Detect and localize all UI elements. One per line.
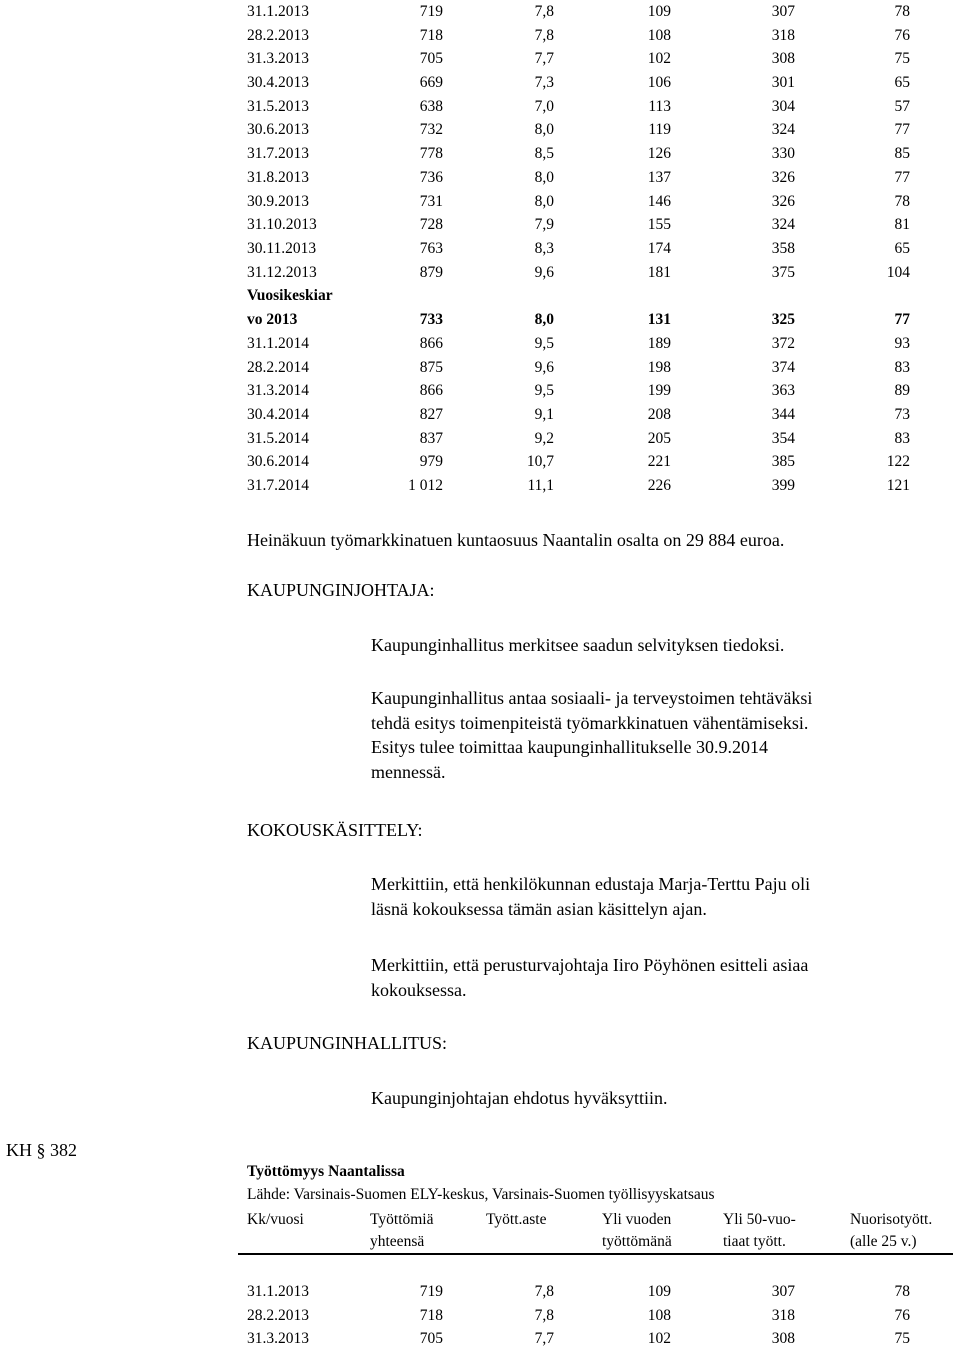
table-cell: 875 <box>419 358 443 376</box>
table-cell: 205 <box>647 429 671 447</box>
table-cell: 126 <box>647 145 671 163</box>
table-cell: 719 <box>419 3 443 20</box>
table-cell: 122 <box>886 453 910 471</box>
table-cell: 326 <box>771 192 795 210</box>
header-kk-vuosi: Kk/vuosi <box>247 1211 304 1228</box>
table-cell: 109 <box>647 1283 671 1300</box>
table-row <box>247 190 947 214</box>
table-cell: 30.4.2013 <box>247 74 309 92</box>
table-cell: 705 <box>419 1330 443 1348</box>
table-cell: 31.1.2014 <box>247 335 309 352</box>
table-cell: 705 <box>419 50 443 68</box>
table-cell: 7,8 <box>534 3 554 20</box>
table-row <box>247 450 947 474</box>
table-cell: 7,8 <box>534 1306 554 1324</box>
table-cell: 28.2.2013 <box>247 26 309 44</box>
kh-section-number: KH § 382 <box>6 1140 77 1160</box>
table-row <box>247 166 947 190</box>
table-cell: 31.3.2014 <box>247 382 309 400</box>
table-cell: 1 012 <box>408 477 443 495</box>
table-cell: 326 <box>771 168 795 186</box>
table-cell: 108 <box>647 26 671 44</box>
table-row <box>247 24 947 48</box>
kaupunginhallitus-heading: KAUPUNGINHALLITUS: <box>247 1033 447 1053</box>
table-cell: 83 <box>894 358 910 376</box>
table-cell: 76 <box>894 26 910 44</box>
table-cell: 7,7 <box>534 50 554 68</box>
table-row <box>247 332 947 356</box>
table-cell: 104 <box>886 263 910 281</box>
table-row <box>247 356 947 380</box>
table-cell: 155 <box>647 216 671 234</box>
table-cell: 76 <box>894 1306 910 1324</box>
table-cell: 65 <box>894 74 910 92</box>
table-cell: 718 <box>419 26 443 44</box>
header-tyottomia: Työttömiä yhteensä <box>370 1211 434 1250</box>
table-cell: 318 <box>771 26 795 44</box>
kaupunginjohtaja-heading: KAUPUNGINJOHTAJA: <box>247 580 435 600</box>
table-cell: 146 <box>647 192 671 210</box>
table-cell: 399 <box>771 477 795 495</box>
table-cell: 208 <box>647 406 671 424</box>
table-cell: 31.1.2013 <box>247 3 309 20</box>
table-cell: 181 <box>647 263 671 281</box>
second-table-body <box>247 1280 947 1351</box>
table-cell: 778 <box>419 145 443 163</box>
table-cell: 8,0 <box>534 121 554 139</box>
table-cell: 31.7.2014 <box>247 477 309 495</box>
table-cell: 385 <box>771 453 795 471</box>
table-cell: 866 <box>419 335 443 352</box>
table-cell: 121 <box>886 477 910 495</box>
table-cell: 78 <box>894 192 910 210</box>
table-cell: 307 <box>771 3 795 20</box>
table-row <box>247 0 947 24</box>
unemployment-table-continued <box>247 0 947 284</box>
table-cell: 102 <box>647 50 671 68</box>
table-cell: 763 <box>419 239 443 257</box>
table-row <box>247 379 947 403</box>
table-row <box>247 213 947 237</box>
table-cell: 77 <box>894 168 910 186</box>
table-cell: 308 <box>771 1330 795 1348</box>
table-cell: 9,5 <box>534 335 554 352</box>
header-yli-vuoden: Yli vuoden työttömänä <box>602 1211 672 1250</box>
table-row <box>247 261 947 285</box>
table-cell: 10,7 <box>526 453 554 471</box>
table-cell: 837 <box>419 429 443 447</box>
table-cell: 344 <box>771 406 795 424</box>
table-row: vo 2013 733 8,0 131 325 77 <box>247 311 910 328</box>
table-cell: 7,3 <box>534 74 554 92</box>
table-cell: 31.3.2013 <box>247 1330 309 1348</box>
table-cell: 638 <box>419 97 443 115</box>
table-cell: 137 <box>647 168 671 186</box>
kokouskasittely-note-1: Merkittiin, että henkilökunnan edustaja Marja-Terttu Paju oli läsnä kokouksessa tämän asian käsittelyn ajan. <box>371 874 811 919</box>
table-cell: 318 <box>771 1306 795 1324</box>
kaupunginjohtaja-proposal-2: Kaupunginhallitus antaa sosiaali- ja terveystoimen tehtäväksi tehdä esitys toimenpiteistä työmarkkinatuen vähentämiseksi. Esitys tulee toimittaa kaupunginhallitukselle 30.9.2014 mennessä. <box>371 688 813 782</box>
table-cell: 31.8.2013 <box>247 168 309 186</box>
table-cell: 731 <box>419 192 443 210</box>
kaupunginjohtaja-proposal-1: Kaupunginhallitus merkitsee saadun selvityksen tiedoksi. <box>371 635 785 655</box>
second-table-header <box>247 1209 957 1253</box>
kokouskasittely-heading: KOKOUSKÄSITTELY: <box>247 820 423 840</box>
table-cell: 31.7.2013 <box>247 145 309 163</box>
header-tyottaste: Tyött.aste <box>486 1211 547 1228</box>
table-cell: 7,8 <box>534 26 554 44</box>
table-cell: 7,8 <box>534 1283 554 1300</box>
table-cell: 8,5 <box>534 145 554 163</box>
table-cell: 73 <box>894 406 910 424</box>
table-row <box>247 95 947 119</box>
table-cell: 65 <box>894 239 910 257</box>
table-cell: 174 <box>647 239 671 257</box>
table-cell: 31.5.2014 <box>247 429 309 447</box>
table-cell: 11,1 <box>527 477 554 495</box>
table-cell: 31.5.2013 <box>247 97 309 115</box>
table-cell: 9,5 <box>534 382 554 400</box>
table-cell: 31.12.2013 <box>247 263 317 281</box>
table-cell: 109 <box>647 3 671 20</box>
table-cell: 7,7 <box>534 1330 554 1348</box>
unemployment-table-2014 <box>247 332 947 498</box>
table-row <box>247 142 947 166</box>
table-cell: 372 <box>771 335 795 352</box>
header-divider <box>238 1253 953 1255</box>
table-cell: 189 <box>647 335 671 352</box>
table-cell: 31.1.2013 <box>247 1283 309 1300</box>
table-cell: 736 <box>419 168 443 186</box>
table-cell: 113 <box>648 97 671 115</box>
header-yli-50: Yli 50-vuo- tiaat tyött. <box>723 1211 796 1250</box>
table-row <box>247 474 947 498</box>
table-cell: 8,3 <box>534 239 554 257</box>
table-cell: 9,1 <box>534 406 554 424</box>
table-cell: 102 <box>647 1330 671 1348</box>
table-cell: 108 <box>647 1306 671 1324</box>
average-label: Vuosikeskiar <box>247 287 333 304</box>
table-cell: 304 <box>771 97 795 115</box>
table-cell: 31.3.2013 <box>247 50 309 68</box>
table-cell: 669 <box>419 74 443 92</box>
table-cell: 226 <box>647 477 671 495</box>
table-row <box>247 1327 947 1351</box>
table-cell: 81 <box>894 216 910 234</box>
table-cell: 324 <box>771 121 795 139</box>
table-cell: 75 <box>894 1330 910 1348</box>
table-cell: 57 <box>894 97 910 115</box>
table-cell: 308 <box>771 50 795 68</box>
table-cell: 89 <box>894 382 910 400</box>
table-cell: 28.2.2013 <box>247 1306 309 1324</box>
table-cell: 106 <box>647 74 671 92</box>
table-cell: 30.4.2014 <box>247 406 309 424</box>
table-cell: 363 <box>771 382 795 400</box>
kaupunginhallitus-decision: Kaupunginjohtajan ehdotus hyväksyttiin. <box>371 1088 668 1108</box>
table-cell: 9,2 <box>534 429 554 447</box>
second-table-source: Lähde: Varsinais-Suomen ELY-keskus, Varsinais-Suomen työllisyyskatsaus <box>247 1186 715 1203</box>
table-cell: 221 <box>647 453 671 471</box>
table-cell: 30.6.2014 <box>247 453 309 471</box>
table-cell: 30.6.2013 <box>247 121 309 139</box>
table-cell: 358 <box>771 239 795 257</box>
table-cell: 732 <box>419 121 443 139</box>
table-row <box>247 427 947 451</box>
table-cell: 879 <box>419 263 443 281</box>
table-cell: 330 <box>771 145 795 163</box>
table-cell: 31.10.2013 <box>247 216 317 234</box>
table-cell: 307 <box>771 1283 795 1300</box>
table-row <box>247 403 947 427</box>
average-2013-row <box>247 287 947 332</box>
table-cell: 199 <box>647 382 671 400</box>
table-cell: 354 <box>771 429 795 447</box>
table-row <box>247 1304 947 1328</box>
table-cell: 374 <box>771 358 795 376</box>
table-cell: 28.2.2014 <box>247 358 309 376</box>
table-cell: 30.11.2013 <box>247 239 317 257</box>
table-cell: 719 <box>419 1283 443 1300</box>
table-cell: 198 <box>647 358 671 376</box>
table-row <box>247 1280 947 1304</box>
table-cell: 119 <box>648 121 671 139</box>
second-table-title: Työttömyys Naantalissa <box>247 1163 405 1180</box>
table-cell: 83 <box>894 429 910 447</box>
table-cell: 324 <box>771 216 795 234</box>
table-row <box>247 47 947 71</box>
table-row <box>247 71 947 95</box>
table-cell: 77 <box>894 121 910 139</box>
table-cell: 75 <box>894 50 910 68</box>
table-cell: 718 <box>419 1306 443 1324</box>
table-cell: 78 <box>894 1283 910 1300</box>
table-cell: 8,0 <box>534 168 554 186</box>
kokouskasittely-note-2: Merkittiin, että perusturvajohtaja Iiro Pöyhönen esitteli asiaa kokouksessa. <box>371 955 809 1000</box>
table-cell: 93 <box>894 335 910 352</box>
table-cell: 9,6 <box>534 358 554 376</box>
table-cell: 8,0 <box>534 192 554 210</box>
table-cell: 30.9.2013 <box>247 192 309 210</box>
table-cell: 85 <box>894 145 910 163</box>
table-cell: 7,9 <box>534 216 554 234</box>
table-cell: 375 <box>771 263 795 281</box>
table-row <box>247 237 947 261</box>
table-cell: 979 <box>419 453 443 471</box>
table-cell: 301 <box>771 74 795 92</box>
kuntaosuus-statement: Heinäkuun työmarkkinatuen kuntaosuus Naantalin osalta on 29 884 euroa. <box>247 530 785 550</box>
table-cell: 9,6 <box>534 263 554 281</box>
table-cell: 728 <box>419 216 443 234</box>
table-row <box>247 118 947 142</box>
header-nuoriso: Nuorisotyött. (alle 25 v.) <box>850 1211 933 1250</box>
table-cell: 827 <box>419 406 443 424</box>
table-cell: 7,0 <box>534 97 554 115</box>
table-cell: 78 <box>894 3 910 20</box>
table-cell: 866 <box>419 382 443 400</box>
